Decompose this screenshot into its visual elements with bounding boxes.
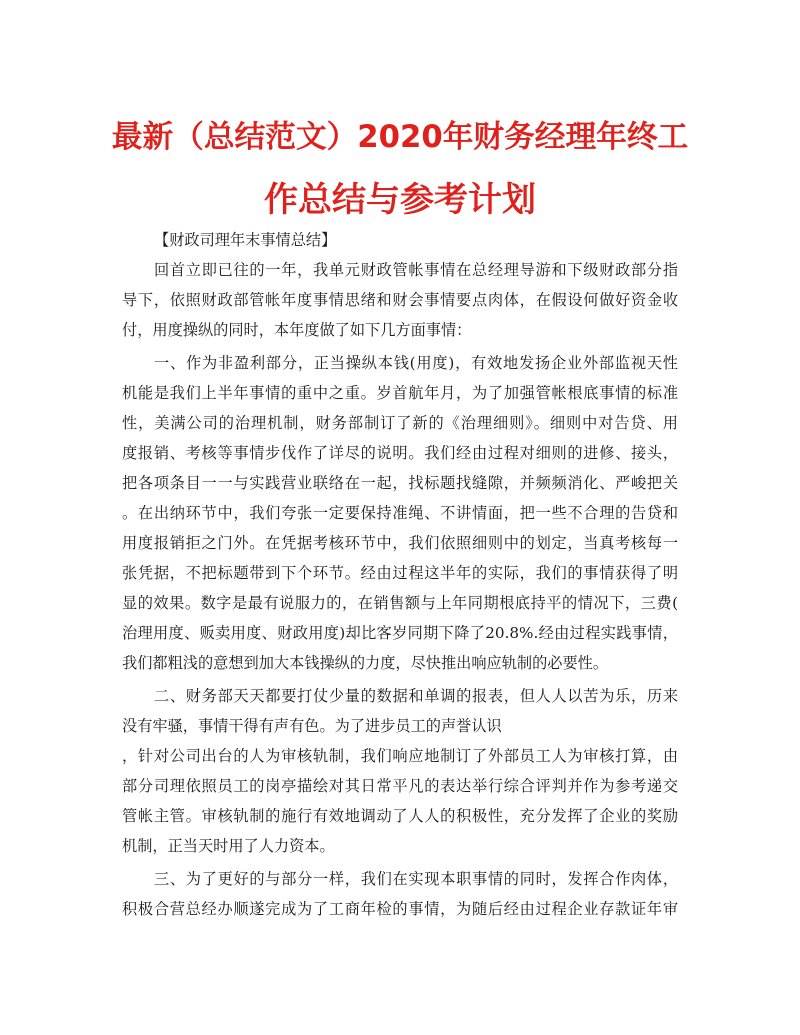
document-title-line-2: 作总结与参考计划 [264,180,536,220]
paragraph-line: 没有牢骚，事情干得有声有色。为了进步员工的声誉认识 [122,717,502,735]
paragraph-line: 导下，依照财政部管帐年度事情思绪和财会事情要点肉体，在假设何做好资金收 [122,291,678,309]
paragraph-line: 一、作为非盈利部分，正当操纵本钱(用度)，有效地发扬企业外部监视天性 [154,354,678,372]
paragraph-line: 度报销、考核等事情步伐作了详尽的说明。我们经由过程对细则的进修、接头， [122,444,678,462]
paragraph-line: 张凭据，不把标题带到下个环节。经由过程这半年的实际，我们的事情获得了明 [122,564,678,582]
paragraph-line: 性，美满公司的治理机制，财务部制订了新的《治理细则》。细则中对告贷、用 [122,414,678,432]
paragraph-line: 三、为了更好的与部分一样，我们在实现本职事情的同时，发挥合作肉体， [154,870,678,888]
paragraph-line: 积极合营总经办顺遂完成为了工商年检的事情，为随后经由过程企业存款证年审 [122,900,678,918]
paragraph-line: 二、财务部天天都要打仗少量的数据和单调的报表，但人人以苦为乐，历来 [154,687,678,705]
paragraph-line: 回首立即已往的一年，我单元财政管帐事情在总经理导游和下级财政部分指 [154,261,678,279]
paragraph-line: 显的效果。数字是最有说服力的，在销售额与上年同期根底持平的情况下，三费( [122,594,678,612]
paragraph-line: 机制，正当天时用了人力资本。 [122,837,335,855]
paragraph-line: 管帐主管。审核轨制的施行有效地调动了人人的积极性，充分发挥了企业的奖励 [122,807,678,825]
paragraph-line: 用度报销拒之门外。在凭据考核环节中，我们依照细则中的划定，当真考核每一 [122,534,678,552]
document-title-line-1: 最新（总结范文）2020年财务经理年终工 [111,120,689,155]
paragraph-line: ，针对公司出台的人为审核轨制，我们响应地制订了外部员工人为审核打算，由 [122,747,678,765]
paragraph-line: 。在出纳环节中，我们夸张一定要保持准绳、不讲情面，把一些不合理的告贷和 [122,504,678,522]
paragraph-line: 我们都粗浅的意想到加大本钱操纵的力度，尽快推出响应轨制的必要性。 [122,654,608,672]
paragraph-line: 付，用度操纵的同时，本年度做了如下几方面事情： [122,321,472,339]
paragraph-line: 部分司理依照员工的岗亭描绘对其日常平凡的表达举行综合评判并作为参考递交 [122,777,678,795]
section-heading: 【财政司理年末事情总结】 [154,231,337,249]
paragraph-line: 治理用度、贩卖用度、财政用度)却比客岁同期下降了20.8%.经由过程实践事情， [122,624,678,642]
paragraph-line: 机能是我们上半年事情的重中之重。岁首航年月，为了加强管帐根底事情的标准 [122,384,678,402]
paragraph-line: 把各项条目一一与实践营业联络在一起，找标题找缝隙，并频频消化、严峻把关 [122,474,678,492]
